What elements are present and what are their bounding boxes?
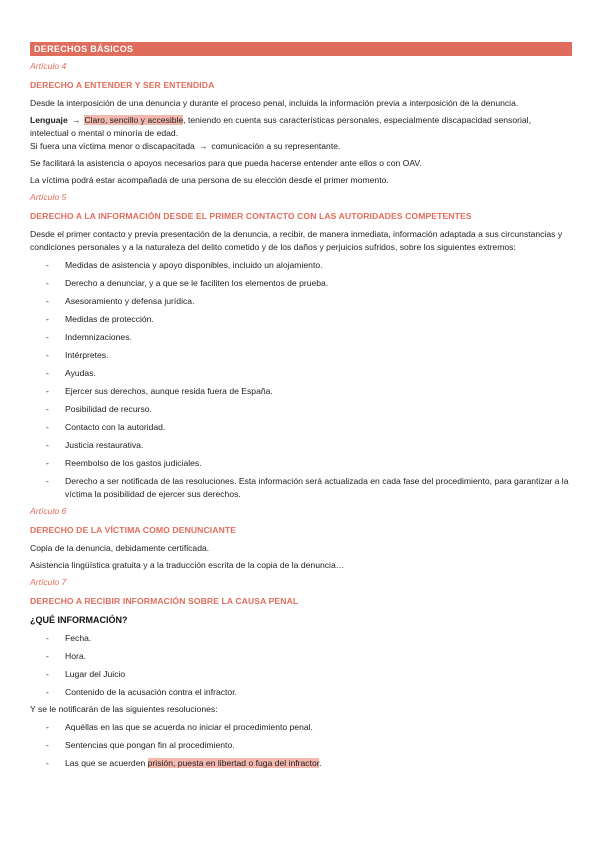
- list-item: - Sentencias que pongan fin al procedimiento.: [30, 739, 570, 752]
- arrow-right-icon: →: [71, 115, 81, 125]
- list-item: - Contenido de la acusación contra el infractor.: [30, 686, 570, 699]
- language-label: Lenguaje: [30, 115, 68, 125]
- last-prefix: Las que se acuerden: [65, 758, 148, 768]
- list-item: - Medidas de protección.: [30, 313, 570, 326]
- article-6-paragraph-2: Asistencia lingüística gratuita y a la traducción escrita de la copia de la denuncia…: [30, 560, 345, 570]
- list-item: - Posibilidad de recurso.: [30, 403, 570, 416]
- list-item: - Medidas de asistencia y apoyo disponibles, incluido un alojamiento.: [30, 259, 570, 272]
- question-heading: ¿QUÉ INFORMACIÓN?: [30, 615, 128, 625]
- article-6-label: Artículo 6: [30, 506, 67, 516]
- article-7-info-list: [30, 632, 570, 699]
- article-4-paragraph-1: Desde la interposición de una denuncia y durante el proceso penal, incluida la información previa a interposición de la denuncia.: [30, 98, 519, 108]
- article-4-minor-paragraph: [30, 140, 570, 153]
- list-item: - Hora.: [30, 650, 570, 663]
- list-item: - Derecho a denunciar, y a que se le faciliten los elementos de prueba.: [30, 277, 570, 290]
- article-7-label: Artículo 7: [30, 577, 67, 587]
- article-5-title: DERECHO A LA INFORMACIÓN DESDE EL PRIMER CONTACTO CON LAS AUTORIDADES COMPETENTES: [30, 211, 472, 221]
- minor-text: Si fuera una víctima menor o discapacitada: [30, 141, 195, 151]
- article-5-label: Artículo 5: [30, 192, 67, 202]
- list-item: - Asesoramiento y defensa jurídica.: [30, 295, 570, 308]
- list-item: - Ejercer sus derechos, aunque resida fuera de España.: [30, 385, 570, 398]
- article-5-list: [30, 259, 570, 501]
- article-5-intro: Desde el primer contacto y previa presentación de la denuncia, a recibir, de manera inmediata, información adaptada a sus circunstancias y condiciones personales y a la naturaleza del delito cometido y de los daños y perjuicios sufridos, sobre los siguientes extremos:: [30, 229, 563, 252]
- resolutions-intro: Y se le notificarán de las siguientes resoluciones:: [30, 704, 218, 714]
- article-4-paragraph-4: La víctima podrá estar acompañada de una persona de su elección desde el primer momento.: [30, 175, 389, 185]
- list-item: - Fecha.: [30, 632, 570, 645]
- list-item: - Reembolso de los gastos judiciales.: [30, 457, 570, 470]
- list-item: - Ayudas.: [30, 367, 570, 380]
- article-4-label: Artículo 4: [30, 61, 67, 71]
- article-6-title: DERECHO DE LA VÍCTIMA COMO DENUNCIANTE: [30, 525, 237, 535]
- list-item: - Lugar del Juicio: [30, 668, 570, 681]
- arrow-right-icon: →: [198, 141, 208, 151]
- article-4-paragraph-3: Se facilitará la asistencia o apoyos necesarios para que pueda hacerse entender ante ellos o con OAV.: [30, 158, 422, 168]
- language-highlight: Claro, sencillo y accesible: [84, 115, 184, 125]
- list-item: - Intérpretes.: [30, 349, 570, 362]
- article-4-title: DERECHO A ENTENDER Y SER ENTENDIDA: [30, 80, 215, 90]
- minor-rest: comunicación a su representante.: [211, 141, 341, 151]
- list-item: - Justicia restaurativa.: [30, 439, 570, 452]
- article-6-paragraph-1: Copia de la denuncia, debidamente certificada.: [30, 543, 210, 553]
- last-highlight: prisión, puesta en libertad o fuga del infractor: [147, 758, 320, 768]
- language-rest: , teniendo en cuenta sus características personales, especialmente discapacidad sensorial, intelectual o mental o minoría de edad.: [30, 115, 531, 138]
- list-item: - Derecho a ser notificada de las resoluciones. Esta información será actualizada en cada fase del procedimiento, para garantizar a la víctima la posibilidad de ejercer sus derechos.: [30, 475, 570, 501]
- last-suffix: .: [319, 758, 322, 768]
- article-4-language-paragraph: [30, 114, 570, 140]
- article-7-resolutions-list: [30, 721, 570, 770]
- list-item: - Indemnizaciones.: [30, 331, 570, 344]
- list-item: - Contacto con la autoridad.: [30, 421, 570, 434]
- section-banner: DERECHOS BÁSICOS: [30, 42, 572, 56]
- list-item-highlighted: [30, 757, 570, 770]
- list-item: - Aquéllas en las que se acuerda no iniciar el procedimiento penal.: [30, 721, 570, 734]
- article-7-title: DERECHO A RECIBIR INFORMACIÓN SOBRE LA CAUSA PENAL: [30, 596, 299, 606]
